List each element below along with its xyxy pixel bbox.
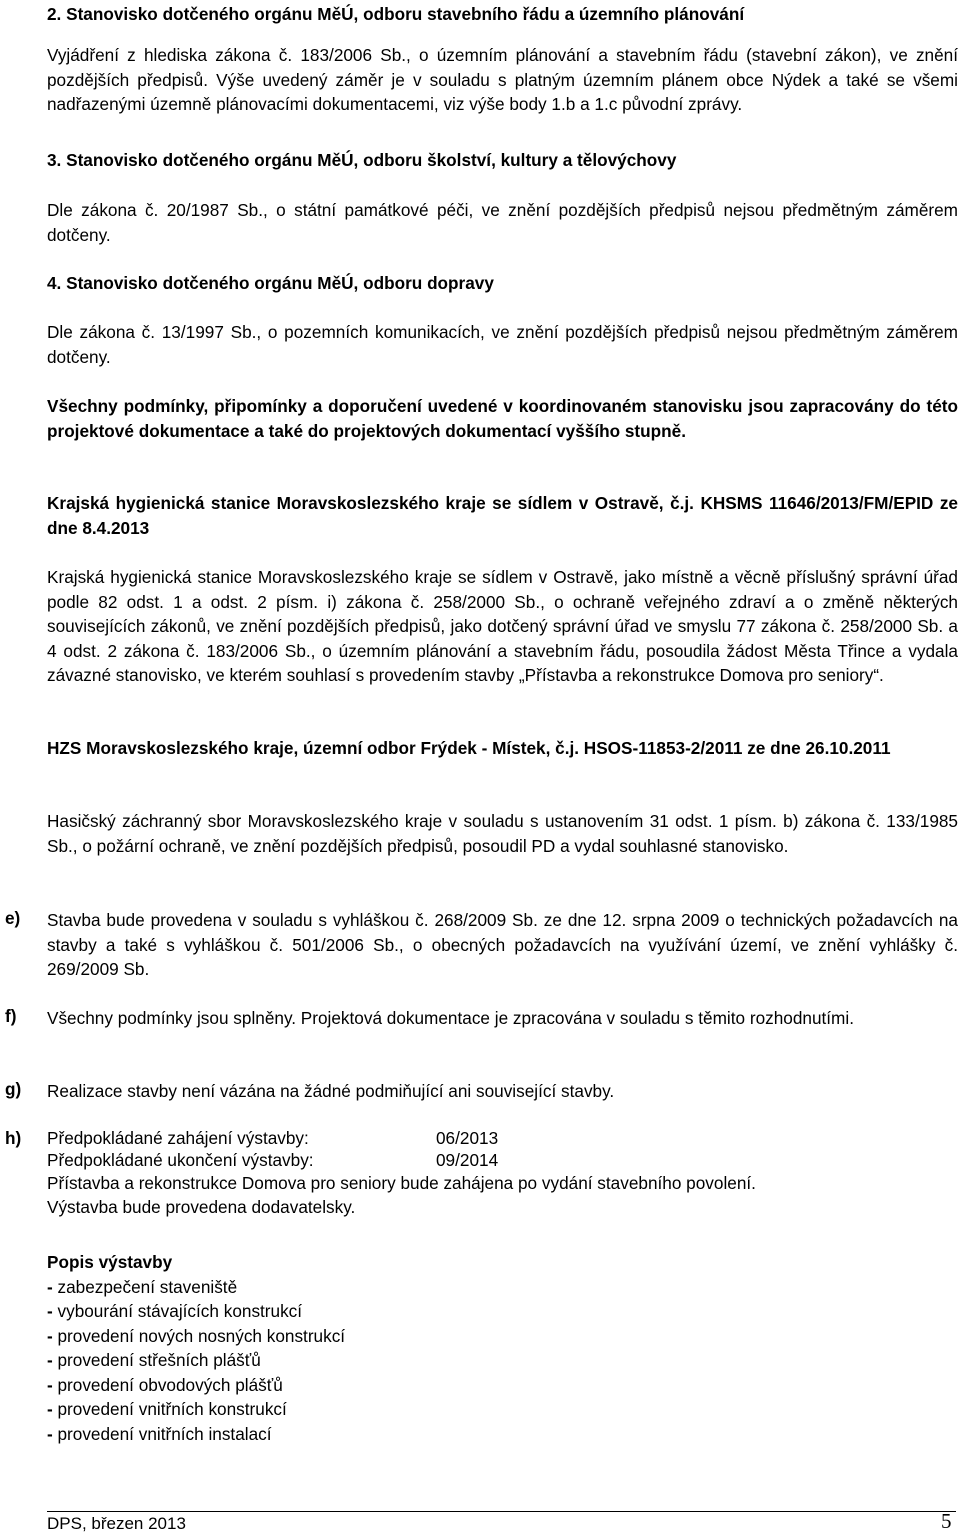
- section-2: [47, 2, 958, 27]
- khs-text-block: [47, 565, 958, 688]
- hzs-text-block: [47, 809, 958, 858]
- item-h: [5, 1128, 958, 1220]
- item-e-text: Stavba bude provedena v souladu s vyhláškou č. 268/2009 Sb. ze dne 12. srpna 2009 o technických požadavcích na stavby a také s vyhláškou č. 501/2006 Sb., o obecných požadavcích na využívání území, ve znění vyhlášky č. 269/2009 Sb.: [47, 910, 958, 979]
- popis-item: - zabezpečení staveniště: [47, 1276, 238, 1297]
- popis-item: - vybourání stávajících konstrukcí: [47, 1301, 303, 1321]
- footer-divider: [47, 1511, 956, 1512]
- popis-item-text: provedení střešních plášťů: [57, 1350, 261, 1370]
- item-h-label: h): [5, 1128, 22, 1148]
- popis-title: Popis výstavby: [47, 1252, 173, 1272]
- start-value: 06/2013: [436, 1128, 499, 1148]
- popis-item: - provedení nových nosných konstrukcí: [47, 1325, 346, 1346]
- item-f-label: f): [5, 1006, 17, 1026]
- section-2-heading: 2. Stanovisko dotčeného orgánu MěÚ, odboru stavebního řádu a územního plánování: [47, 4, 745, 24]
- hzs-text: Hasičský záchranný sbor Moravskoslezského kraje v souladu s ustanovením 31 odst. 1 písm. b) zákona č. 133/1985 Sb., o požární ochraně, ve znění pozdějších předpisů, posoudil PD a vydal souhlasné stanovisko.: [47, 811, 958, 856]
- item-g-text: Realizace stavby není vázána na žádné podmiňující ani související stavby.: [47, 1081, 615, 1101]
- khs-text: Krajská hygienická stanice Moravskoslezského kraje se sídlem v Ostravě, jako místně a věcně příslušný správní úřad podle 82 odst. 1 a odst. 2 písm. i) zákona č. 258/2000 Sb., o ochraně veřejného zdraví a o změně některých souvisejících zákonů, ve znění pozdějších předpisů, jako dotčený správní úřad ve smyslu 77 zákona č. 258/2000 Sb. a 4 odst. 2 zákona č. 183/2006 Sb., o územním plánování a stavebním řádu, posoudila žádost Města Třince a vydala závazné stanovisko, ve kterém souhlasí s provedením stavby „Přístavba a rekonstrukce Domova pro seniory“.: [47, 567, 958, 685]
- item-g: [5, 1079, 958, 1104]
- section-4-text-block: [47, 320, 958, 369]
- end-label: Předpokládané ukončení výstavby:: [47, 1149, 314, 1170]
- section-3-text-block: [47, 198, 958, 247]
- popis-item-text: provedení vnitřních instalací: [57, 1423, 272, 1444]
- popis-list: [47, 1275, 958, 1447]
- item-e: [5, 908, 958, 982]
- summary-text: Všechny podmínky, připomínky a doporučení uvedené v koordinovaném stanovisku jsou zapracovány do této projektové dokumentace a také do projektových dokumentací vyššího stupně.: [47, 396, 958, 441]
- footer-text: DPS, březen 2013: [47, 1514, 186, 1533]
- item-g-label: g): [5, 1079, 22, 1099]
- item-f: [5, 1006, 958, 1031]
- section-4: [47, 271, 958, 296]
- end-value: 09/2014: [436, 1149, 499, 1170]
- khs-heading-block: [47, 491, 958, 540]
- item-h-line4: Výstavba bude provedena dodavatelsky.: [47, 1197, 356, 1217]
- popis-item-text: provedení obvodových plášťů: [57, 1374, 283, 1395]
- popis-item-text: provedení vnitřních konstrukcí: [57, 1399, 287, 1419]
- popis-section: [47, 1250, 958, 1446]
- item-h-line3: Přístavba a rekonstrukce Domova pro seniory bude zahájena po vydání stavebního povolení.: [47, 1172, 756, 1193]
- start-row: [47, 1128, 958, 1149]
- popis-item: - provedení vnitřních instalací: [47, 1423, 272, 1444]
- hzs-heading-block: [47, 736, 958, 761]
- popis-item-text: provedení nových nosných konstrukcí: [57, 1325, 346, 1346]
- hzs-heading: HZS Moravskoslezského kraje, územní odbor Frýdek - Místek, č.j. HSOS-11853-2/2011 ze dne 26.10.2011: [47, 738, 891, 758]
- item-e-label: e): [5, 908, 21, 928]
- section-4-heading: 4. Stanovisko dotčeného orgánu MěÚ, odboru dopravy: [47, 273, 494, 293]
- section-3: [47, 148, 958, 173]
- item-f-text: Všechny podmínky jsou splněny. Projektová dokumentace je zpracována v souladu s těmito rozhodnutími.: [47, 1008, 854, 1028]
- section-3-heading: 3. Stanovisko dotčeného orgánu MěÚ, odboru školství, kultury a tělovýchovy: [47, 150, 677, 170]
- section-2-text-block: [47, 43, 958, 117]
- popis-item: - provedení vnitřních konstrukcí: [47, 1399, 287, 1419]
- popis-item-text: zabezpečení staveniště: [57, 1276, 238, 1297]
- start-label: Předpokládané zahájení výstavby:: [47, 1128, 309, 1148]
- end-row: [47, 1150, 958, 1171]
- section-3-text: Dle zákona č. 20/1987 Sb., o státní památkové péči, ve znění pozdějších předpisů nejsou předmětným záměrem dotčeny.: [47, 200, 958, 245]
- khs-heading: Krajská hygienická stanice Moravskoslezského kraje se sídlem v Ostravě, č.j. KHSMS 11646/2013/FM/EPID ze dne 8.4.2013: [47, 493, 958, 538]
- popis-item-text: vybourání stávajících konstrukcí: [57, 1301, 303, 1321]
- popis-item: - provedení obvodových plášťů: [47, 1374, 283, 1395]
- section-4-text: Dle zákona č. 13/1997 Sb., o pozemních komunikacích, ve znění pozdějších předpisů nejsou předmětným záměrem dotčeny.: [47, 322, 958, 367]
- page-number: 5: [941, 1509, 952, 1533]
- section-2-text: Vyjádření z hlediska zákona č. 183/2006 Sb., o územním plánování a stavebním řádu (stavební zákon), ve znění pozdějších předpisů. Výše uvedený záměr je v souladu s platným územním plánem obce Nýdek a také se všemi nadřazenými územně plánovacími dokumentacemi, viz výše body 1.b a 1.c původní zprávy.: [47, 45, 958, 114]
- popis-item: - provedení střešních plášťů: [47, 1350, 261, 1370]
- summary-block: [47, 394, 958, 443]
